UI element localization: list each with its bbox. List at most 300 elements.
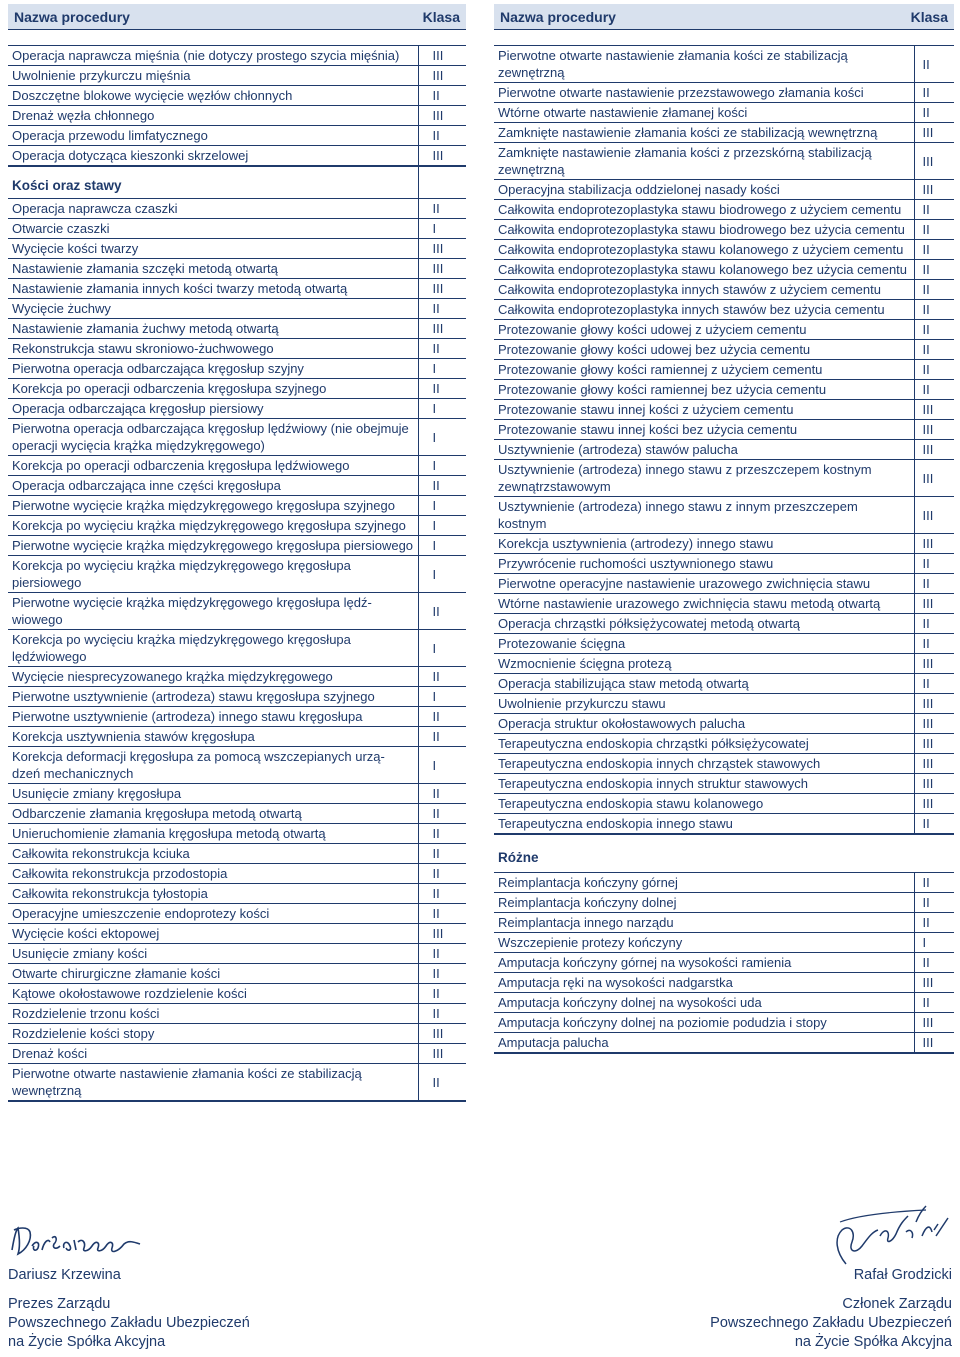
procedure-name: Protezowanie głowy kości udowej z użyciem cementu (494, 320, 914, 340)
procedure-class: II (914, 220, 954, 240)
procedure-class: I (914, 933, 954, 953)
procedure-name: Usztywnienie (artrodeza) stawów palucha (494, 440, 914, 460)
procedure-class: III (418, 146, 466, 167)
procedure-name: Operacja stabilizująca staw metodą otwartą (494, 674, 914, 694)
procedure-name: Terapeutyczna endoskopia innych struktur stawowych (494, 774, 914, 794)
table-row (494, 103, 954, 123)
procedure-class: III (914, 774, 954, 794)
procedure-class: II (914, 554, 954, 574)
procedure-class: II (418, 379, 466, 399)
procedure-class: II (418, 339, 466, 359)
table-row (8, 784, 466, 804)
table-row (494, 794, 954, 814)
table-row (8, 456, 466, 476)
table-row (494, 873, 954, 893)
procedure-class: II (914, 634, 954, 654)
procedure-name: Amputacja ręki na wysokości nadgarstka (494, 973, 914, 993)
procedure-class: II (914, 103, 954, 123)
signature-left (8, 1266, 250, 1352)
table-row (8, 146, 466, 167)
procedure-name: Protezowanie stawu innej kości bez użycia cementu (494, 420, 914, 440)
table-row (8, 844, 466, 864)
table-row (8, 864, 466, 884)
procedure-class: III (914, 440, 954, 460)
procedure-class: II (914, 574, 954, 594)
table-row (8, 419, 466, 456)
procedure-name: Całkowita rekonstrukcja przodostopia (8, 864, 418, 884)
table-row (8, 804, 466, 824)
procedure-name: Pierwotne usztywnienie (artrodeza) stawu kręgosłupa szyjnego (8, 687, 418, 707)
procedure-class: II (914, 320, 954, 340)
table-row (494, 654, 954, 674)
procedure-name: Protezowanie głowy kości ramiennej z użyciem cementu (494, 360, 914, 380)
left-column (8, 4, 466, 1102)
procedure-class: II (418, 824, 466, 844)
procedure-class: II (914, 83, 954, 103)
table-row (8, 536, 466, 556)
table-row (494, 46, 954, 83)
procedure-name: Kątowe okołostawowe rozdzielenie kości (8, 984, 418, 1004)
procedure-class: I (418, 516, 466, 536)
procedure-name: Pierwotne wycięcie krążka międzykręgowego kręgosłupa lędź- wiowego (8, 593, 418, 630)
procedure-name: Protezowanie stawu innej kości z użyciem cementu (494, 400, 914, 420)
procedure-name: Operacyjne umieszczenie endoprotezy kości (8, 904, 418, 924)
table-row (494, 774, 954, 794)
procedure-class: I (418, 359, 466, 379)
procedure-class: II (418, 804, 466, 824)
right-table-header (494, 4, 954, 30)
procedure-name: Całkowita endoprotezoplastyka stawu kolanowego z użyciem cementu (494, 240, 914, 260)
table-row (494, 400, 954, 420)
procedure-name: Korekcja usztywnienia stawów kręgosłupa (8, 727, 418, 747)
table-row (8, 259, 466, 279)
procedure-class: III (914, 1033, 954, 1054)
procedure-class: I (418, 556, 466, 593)
procedure-class: II (914, 300, 954, 320)
procedure-name: Reimplantacja kończyny dolnej (494, 893, 914, 913)
procedure-class: I (418, 747, 466, 784)
signature-left-image (6, 1220, 146, 1262)
table-row (8, 964, 466, 984)
table-row (494, 280, 954, 300)
table-row (494, 320, 954, 340)
procedure-class: I (418, 630, 466, 667)
table-row (494, 1013, 954, 1033)
procedure-name: Pierwotne wycięcie krążka międzykręgowego kręgosłupa piersiowego (8, 536, 418, 556)
procedure-name: Całkowita rekonstrukcja kciuka (8, 844, 418, 864)
procedure-class: III (914, 180, 954, 200)
procedure-name: Terapeutyczna endoskopia stawu kolanowego (494, 794, 914, 814)
table-row (8, 86, 466, 106)
procedure-name: Terapeutyczna endoskopia innych chrząstek stawowych (494, 754, 914, 774)
header-klasa: Klasa (422, 8, 460, 25)
table-row (8, 299, 466, 319)
procedure-class: III (418, 1024, 466, 1044)
procedure-name: Pierwotne wycięcie krążka międzykręgowego kręgosłupa szyjnego (8, 496, 418, 516)
table-row (8, 126, 466, 146)
procedure-name: Całkowita endoprotezoplastyka innych stawów bez użycia cementu (494, 300, 914, 320)
section-row (8, 166, 466, 199)
procedure-class: III (914, 794, 954, 814)
table-row (494, 953, 954, 973)
table-row (8, 667, 466, 687)
procedure-name: Amputacja kończyny górnej na wysokości ramienia (494, 953, 914, 973)
procedure-class: III (914, 123, 954, 143)
table-row (8, 496, 466, 516)
table-row (494, 734, 954, 754)
procedure-class: III (418, 259, 466, 279)
table-row (494, 380, 954, 400)
procedure-name: Operacja odbarczająca kręgosłup piersiowy (8, 399, 418, 419)
section-row (494, 834, 954, 873)
table-row (8, 1024, 466, 1044)
procedure-name: Wtórne nastawienie urazowego zwichnięcia stawu metodą otwartą (494, 594, 914, 614)
procedure-name: Pierwotne operacyjne nastawienie urazowego zwichnięcia stawu (494, 574, 914, 594)
procedure-name: Pierwotne usztywnienie (artrodeza) innego stawu kręgosłupa (8, 707, 418, 727)
procedure-name: Drenaż węzła chłonnego (8, 106, 418, 126)
header-gap (8, 30, 466, 46)
procedure-class: III (914, 594, 954, 614)
procedure-name: Usztywnienie (artrodeza) innego stawu z innym przeszczepem kostnym (494, 497, 914, 534)
procedure-class: III (418, 239, 466, 259)
procedure-name: Wtórne otwarte nastawienie złamanej kości (494, 103, 914, 123)
procedure-name: Wycięcie żuchwy (8, 299, 418, 319)
procedure-name: Reimplantacja innego narządu (494, 913, 914, 933)
procedure-class: II (418, 1004, 466, 1024)
table-row (494, 694, 954, 714)
procedure-name: Pierwotna operacja odbarczająca kręgosłup szyjny (8, 359, 418, 379)
procedure-class: II (418, 707, 466, 727)
procedure-class: II (418, 944, 466, 964)
procedure-class: III (418, 279, 466, 299)
table-row (494, 360, 954, 380)
table-row (494, 260, 954, 280)
procedure-name: Protezowanie głowy kości ramiennej bez użycia cementu (494, 380, 914, 400)
procedure-name: Operacja struktur okołostawowych palucha (494, 714, 914, 734)
table-row (8, 106, 466, 126)
table-row (8, 359, 466, 379)
procedure-class: II (418, 1064, 466, 1102)
procedure-name: Rozdzielenie kości stopy (8, 1024, 418, 1044)
procedure-name: Operacja dotycząca kieszonki skrzelowej (8, 146, 418, 167)
procedure-class: I (418, 456, 466, 476)
table-row (8, 516, 466, 536)
procedure-name: Wzmocnienie ścięgna protezą (494, 654, 914, 674)
procedure-class: II (418, 864, 466, 884)
procedure-class: III (914, 694, 954, 714)
procedure-name: Rekonstrukcja stawu skroniowo-żuchwowego (8, 339, 418, 359)
table-row (8, 46, 466, 66)
procedure-class: II (914, 200, 954, 220)
procedure-class: I (418, 536, 466, 556)
procedure-name: Całkowita endoprotezoplastyka stawu biodrowego bez użycia cementu (494, 220, 914, 240)
table-row (494, 674, 954, 694)
procedure-name: Wycięcie niesprecyzowanego krążka międzykręgowego (8, 667, 418, 687)
procedure-class: I (418, 496, 466, 516)
procedure-name: Odbarczenie złamania kręgosłupa metodą otwartą (8, 804, 418, 824)
procedure-class: II (418, 984, 466, 1004)
table-row (8, 630, 466, 667)
procedure-name: Nastawienie złamania innych kości twarzy metodą otwartą (8, 279, 418, 299)
table-row (494, 814, 954, 835)
signature-right (710, 1266, 952, 1352)
procedure-class: II (914, 674, 954, 694)
procedure-class: II (914, 280, 954, 300)
procedure-class: II (914, 340, 954, 360)
procedure-name: Amputacja kończyny dolnej na wysokości uda (494, 993, 914, 1013)
left-procedures-table (8, 46, 466, 1102)
table-row (8, 824, 466, 844)
procedure-class: I (418, 399, 466, 419)
table-row (8, 727, 466, 747)
left-table-header (8, 4, 466, 30)
signatory-company-suffix: na Życie Spółka Akcyjna (794, 1334, 952, 1350)
signatory-name: Dariusz Krzewina (8, 1267, 121, 1283)
table-row (8, 1044, 466, 1064)
table-row (494, 440, 954, 460)
procedure-class: II (914, 953, 954, 973)
procedure-name: Operacja naprawcza mięśnia (nie dotyczy prostego szycia mięśnia) (8, 46, 418, 66)
procedure-name: Doszczętne blokowe wycięcie węzłów chłonnych (8, 86, 418, 106)
procedure-name: Całkowita endoprotezoplastyka stawu biodrowego z użyciem cementu (494, 200, 914, 220)
table-row (8, 379, 466, 399)
procedure-class: III (914, 497, 954, 534)
procedure-class: III (914, 460, 954, 497)
right-procedures-table (494, 46, 954, 1054)
signatory-title: Członek Zarządu (842, 1296, 952, 1312)
procedure-name: Unieruchomienie złamania kręgosłupa metodą otwartą (8, 824, 418, 844)
procedure-name: Amputacja palucha (494, 1033, 914, 1054)
procedure-class: II (914, 893, 954, 913)
procedure-class: II (418, 727, 466, 747)
procedure-class: III (914, 654, 954, 674)
table-row (494, 340, 954, 360)
procedure-name: Korekcja deformacji kręgosłupa za pomocą wszczepianych urzą- dzeń mechanicznych (8, 747, 418, 784)
table-row (8, 924, 466, 944)
procedure-name: Operacyjna stabilizacja oddzielonej nasady kości (494, 180, 914, 200)
table-row (8, 593, 466, 630)
table-row (494, 714, 954, 734)
procedure-name: Operacja naprawcza czaszki (8, 199, 418, 219)
table-row (494, 240, 954, 260)
header-name: Nazwa procedury (500, 8, 616, 25)
procedure-class: I (418, 687, 466, 707)
procedure-class: II (914, 873, 954, 893)
procedure-class: III (914, 973, 954, 993)
table-row (494, 123, 954, 143)
table-row (494, 497, 954, 534)
table-row (8, 319, 466, 339)
procedure-class: III (914, 400, 954, 420)
procedure-class: II (914, 46, 954, 83)
table-row (494, 220, 954, 240)
procedure-class: III (914, 714, 954, 734)
procedure-class: III (914, 754, 954, 774)
procedure-class: II (914, 260, 954, 280)
procedure-name: Usunięcie zmiany kręgosłupa (8, 784, 418, 804)
procedure-name: Terapeutyczna endoskopia chrząstki półksiężycowatej (494, 734, 914, 754)
procedure-name: Rozdzielenie trzonu kości (8, 1004, 418, 1024)
procedure-name: Usunięcie zmiany kości (8, 944, 418, 964)
procedure-name: Wycięcie kości twarzy (8, 239, 418, 259)
table-row (494, 614, 954, 634)
signatory-company: Powszechnego Zakładu Ubezpieczeń (710, 1315, 952, 1331)
procedure-class: III (914, 420, 954, 440)
signature-right-image (826, 1202, 956, 1268)
procedure-name: Uwolnienie przykurczu mięśnia (8, 66, 418, 86)
procedure-name: Operacja przewodu limfatycznego (8, 126, 418, 146)
procedure-class: II (418, 667, 466, 687)
table-row (494, 460, 954, 497)
table-row (494, 933, 954, 953)
procedure-name: Amputacja kończyny dolnej na poziomie podudzia i stopy (494, 1013, 914, 1033)
procedure-name: Pierwotne otwarte nastawienie złamania kości ze stabilizacją zewnętrzną (494, 46, 914, 83)
procedure-name: Reimplantacja kończyny górnej (494, 873, 914, 893)
procedure-class: III (914, 534, 954, 554)
procedure-name: Całkowita rekonstrukcja tyłostopia (8, 884, 418, 904)
procedure-class: III (418, 924, 466, 944)
procedure-name: Operacja odbarczająca inne części kręgosłupa (8, 476, 418, 496)
table-row (8, 687, 466, 707)
procedure-name: Przywrócenie ruchomości usztywnionego stawu (494, 554, 914, 574)
procedure-class: II (914, 360, 954, 380)
procedure-class: III (418, 319, 466, 339)
procedure-name: Zamknięte nastawienie złamania kości ze stabilizacją wewnętrzną (494, 123, 914, 143)
procedure-name: Nastawienie złamania żuchwy metodą otwartą (8, 319, 418, 339)
procedure-name: Pierwotne otwarte nastawienie złamania kości ze stabilizacją wewnętrzną (8, 1064, 418, 1102)
table-row (8, 199, 466, 219)
procedure-name: Korekcja po wycięciu krążka międzykręgowego kręgosłupa lędźwiowego (8, 630, 418, 667)
procedure-name: Całkowita endoprotezoplastyka stawu kolanowego bez użycia cementu (494, 260, 914, 280)
procedure-class: II (418, 844, 466, 864)
table-row (494, 913, 954, 933)
table-row (494, 574, 954, 594)
procedure-class: II (418, 299, 466, 319)
procedure-class: III (418, 66, 466, 86)
procedure-name: Korekcja po wycięciu krążka międzykręgowego kręgosłupa piersiowego (8, 556, 418, 593)
section-title: Różne (494, 834, 954, 873)
procedure-name: Wszczepienie protezy kończyny (494, 933, 914, 953)
procedure-class: II (418, 593, 466, 630)
procedure-class: II (914, 240, 954, 260)
procedure-name: Korekcja po operacji odbarczenia kręgosłupa szyjnego (8, 379, 418, 399)
procedure-name: Wycięcie kości ektopowej (8, 924, 418, 944)
table-row (8, 1064, 466, 1102)
procedure-class: II (914, 993, 954, 1013)
header-klasa: Klasa (910, 8, 948, 25)
procedure-name: Zamknięte nastawienie złamania kości z przezskórną stabilizacją zewnętrzną (494, 143, 914, 180)
table-row (8, 279, 466, 299)
procedure-name: Korekcja po wycięciu krążka międzykręgowego kręgosłupa szyjnego (8, 516, 418, 536)
procedure-class: II (914, 380, 954, 400)
section-title: Kości oraz stawy (8, 166, 418, 199)
procedure-name: Korekcja po operacji odbarczenia kręgosłupa lędźwiowego (8, 456, 418, 476)
procedure-name: Usztywnienie (artrodeza) innego stawu z przeszczepem kostnym zewnątrzstawowym (494, 460, 914, 497)
procedure-name: Operacja chrząstki półksiężycowatej metodą otwartą (494, 614, 914, 634)
table-row (8, 476, 466, 496)
table-row (494, 1033, 954, 1054)
procedure-class: II (418, 964, 466, 984)
table-row (494, 300, 954, 320)
procedure-name: Całkowita endoprotezoplastyka innych stawów z użyciem cementu (494, 280, 914, 300)
procedure-class: III (418, 106, 466, 126)
procedure-class: II (914, 614, 954, 634)
procedure-class: I (418, 419, 466, 456)
procedure-class: II (418, 476, 466, 496)
table-row (8, 66, 466, 86)
procedure-class: II (914, 814, 954, 835)
table-row (494, 420, 954, 440)
procedure-name: Otwarcie czaszki (8, 219, 418, 239)
table-row (494, 594, 954, 614)
procedure-name: Uwolnienie przykurczu stawu (494, 694, 914, 714)
table-row (494, 83, 954, 103)
procedure-name: Protezowanie głowy kości udowej bez użycia cementu (494, 340, 914, 360)
procedure-class: I (418, 219, 466, 239)
procedure-class: II (418, 904, 466, 924)
procedure-class: II (418, 199, 466, 219)
procedure-class: II (914, 913, 954, 933)
table-row (8, 239, 466, 259)
procedure-class: III (914, 1013, 954, 1033)
table-row (494, 634, 954, 654)
table-row (8, 707, 466, 727)
table-row (494, 200, 954, 220)
procedure-class: III (418, 1044, 466, 1064)
procedure-name: Pierwotne otwarte nastawienie przezstawowego złamania kości (494, 83, 914, 103)
procedure-class: II (418, 784, 466, 804)
procedure-name: Nastawienie złamania szczęki metodą otwartą (8, 259, 418, 279)
table-row (8, 339, 466, 359)
table-row (8, 399, 466, 419)
table-row (8, 747, 466, 784)
procedure-class: III (914, 734, 954, 754)
table-row (494, 534, 954, 554)
table-row (8, 984, 466, 1004)
right-column (494, 4, 954, 1054)
table-row (8, 904, 466, 924)
table-row (8, 944, 466, 964)
table-row (494, 180, 954, 200)
table-row (494, 754, 954, 774)
procedure-class: II (418, 126, 466, 146)
table-row (8, 219, 466, 239)
signatory-company: Powszechnego Zakładu Ubezpieczeń (8, 1315, 250, 1331)
signatory-company-suffix: na Życie Spółka Akcyjna (8, 1334, 166, 1350)
procedure-class: II (418, 86, 466, 106)
procedure-name: Drenaż kości (8, 1044, 418, 1064)
signatory-title: Prezes Zarządu (8, 1296, 111, 1312)
table-row (494, 143, 954, 180)
table-row (8, 884, 466, 904)
header-gap (494, 30, 954, 46)
procedure-name: Pierwotna operacja odbarczająca kręgosłup lędźwiowy (nie obejmuje operacji wycięcia krążka międzykręgowego) (8, 419, 418, 456)
table-row (494, 973, 954, 993)
table-row (494, 554, 954, 574)
table-row (8, 1004, 466, 1024)
procedure-class: III (418, 46, 466, 66)
procedure-name: Terapeutyczna endoskopia innego stawu (494, 814, 914, 835)
table-row (494, 893, 954, 913)
header-name: Nazwa procedury (14, 8, 130, 25)
procedure-name: Protezowanie ścięgna (494, 634, 914, 654)
signatory-name: Rafał Grodzicki (853, 1267, 952, 1283)
procedure-class: II (418, 884, 466, 904)
procedure-class: III (914, 143, 954, 180)
table-row (8, 556, 466, 593)
procedure-name: Otwarte chirurgiczne złamanie kości (8, 964, 418, 984)
procedure-name: Korekcja usztywnienia (artrodezy) innego stawu (494, 534, 914, 554)
